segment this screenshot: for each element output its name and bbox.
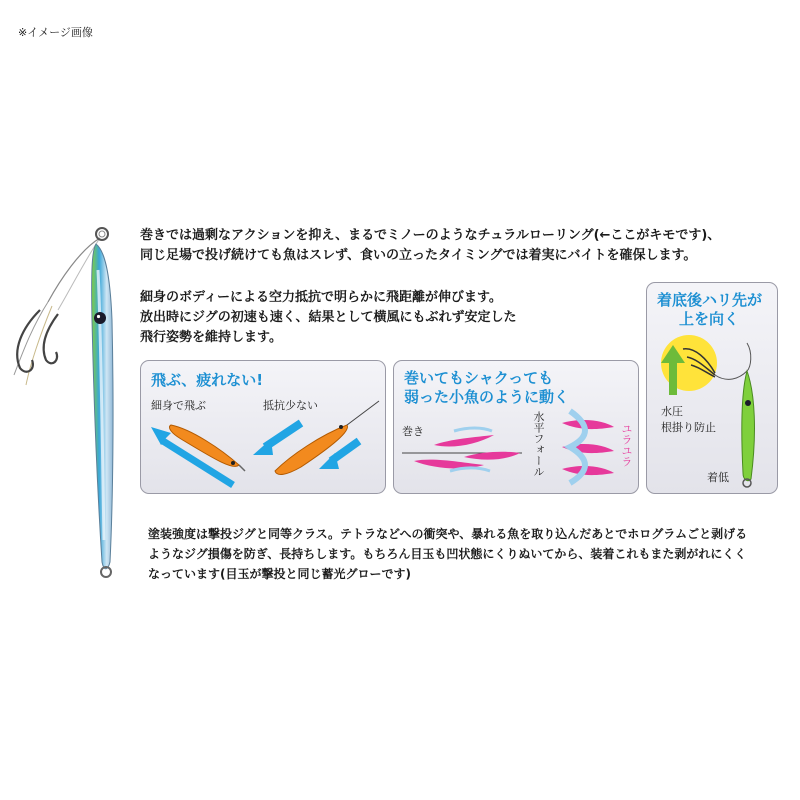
- snag-diagram: [647, 283, 778, 494]
- coating-line: 塗装強度は撃投ジグと同等クラス。テトラなどへの衝突や、暴れる魚を取り込んだあとでホログラムごと剥げる: [148, 527, 748, 541]
- flight-line: 放出時にジグの初速も速く、結果として横風にもぶれず安定した: [140, 310, 517, 325]
- sway-label: ユラユラ: [620, 423, 633, 467]
- low-resistance-label: 抵抗少ない: [263, 399, 318, 412]
- snag-panel-title-line: 着底後ハリ先が: [657, 291, 763, 309]
- flight-panel: [140, 360, 386, 494]
- jig-lure-illustration: [0, 210, 140, 590]
- snag-panel: [646, 282, 778, 494]
- coating-paragraph: [148, 524, 747, 584]
- horizontal-fall-label: 水平フォール: [532, 411, 545, 477]
- flight-line: 細身のボディーによる空力抵抗で明らかに飛距離が伸びます。: [140, 290, 502, 305]
- action-panel-title-line: 巻いてもシャクっても: [404, 369, 554, 387]
- image-note: ※イメージ画像: [18, 26, 93, 39]
- flight-line: 飛行姿勢を維持します。: [140, 330, 282, 345]
- intro-line: 巻きでは過剰なアクションを抑え、まるでミノーのようなチュラルローリング(←ここがキモです)、: [140, 228, 721, 243]
- action-diagram: [394, 361, 639, 494]
- coating-line: ようなジグ損傷を防ぎ、長持ちします。もちろん目玉も凹状態にくりぬいてから、装着これもまた剥がれにくく: [148, 547, 747, 561]
- coating-line: なっています(目玉が撃投と同じ蓄光グローです): [148, 567, 411, 581]
- flight-diagram: [141, 361, 386, 494]
- reel-label: 巻き: [402, 425, 424, 438]
- snag-panel-title-line: 上を向く: [679, 310, 740, 328]
- slim-body-label: 細身で飛ぶ: [151, 399, 206, 412]
- action-panel-title-line: 弱った小魚のように動く: [404, 388, 570, 406]
- intro-paragraph: [140, 226, 720, 266]
- water-pressure-label: 水圧: [661, 405, 683, 418]
- flight-panel-title: 飛ぶ、疲れない!: [151, 371, 264, 389]
- snag-prevention-label: 根掛り防止: [661, 421, 716, 434]
- flight-paragraph: [140, 288, 516, 348]
- action-panel: [393, 360, 639, 494]
- intro-line: 同じ足場で投げ続けても魚はスレず、食いの立ったタイミングでは着実にバイトを確保します。: [140, 248, 697, 263]
- bottom-label: 着低: [707, 471, 729, 484]
